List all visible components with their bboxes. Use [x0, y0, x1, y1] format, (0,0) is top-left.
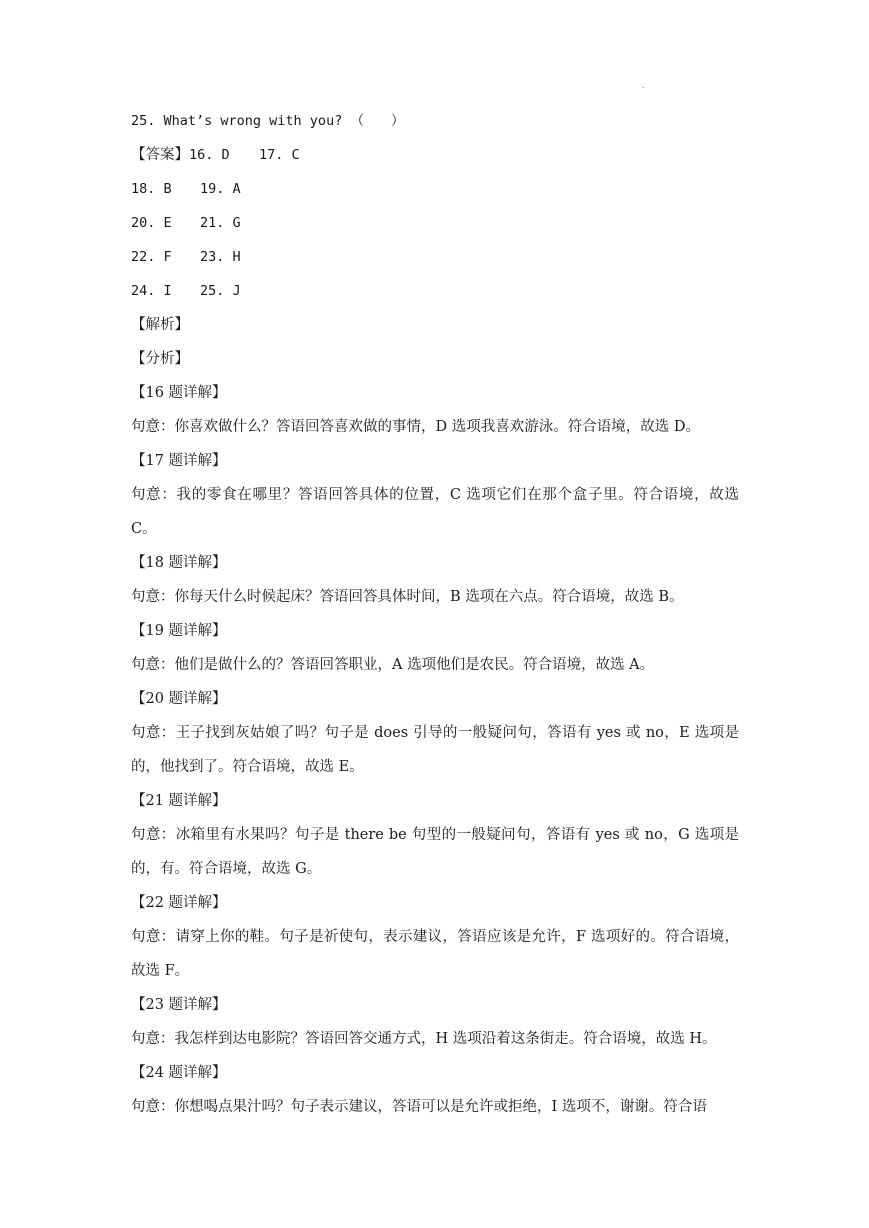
explanation-text: 句意：他们是做什么的？答语回答职业，A 选项他们是农民。符合语境，故选 A。	[131, 657, 655, 673]
header-dot: .	[642, 80, 645, 90]
explanation-heading: 【20 题详解】	[131, 691, 227, 707]
explanation-heading: 【18 题详解】	[131, 555, 227, 571]
answer-item: 25. J	[200, 283, 241, 299]
answer-item: 18. B	[131, 181, 172, 197]
answer-row	[131, 206, 739, 240]
explanation-heading: 【23 题详解】	[131, 997, 227, 1013]
answer-row	[131, 240, 739, 274]
explanation-heading: 【17 题详解】	[131, 453, 227, 469]
analysis-heading: 【解析】	[131, 317, 189, 333]
explanation-heading: 【22 题详解】	[131, 895, 227, 911]
answer-item: 22. F	[131, 249, 172, 265]
answer-item: 23. H	[200, 249, 241, 265]
content	[131, 104, 739, 1124]
explanation-heading: 【19 题详解】	[131, 623, 227, 639]
explanation-text: 句意：王子找到灰姑娘了吗？句子是 does 引导的一般疑问句，答语有 yes 或 no，E 选项是的，他找到了。符合语境，故选 E。	[131, 725, 739, 775]
explanation-heading: 【21 题详解】	[131, 793, 227, 809]
explanation-text: 句意：你想喝点果汁吗？句子表示建议，答语可以是允许或拒绝，I 选项不，谢谢。符合语	[131, 1099, 707, 1115]
answer-item: 20. E	[131, 215, 172, 231]
answer-row	[131, 138, 739, 172]
answer-row	[131, 172, 739, 206]
explanation-text: 句意：冰箱里有水果吗？句子是 there be 句型的一般疑问句，答语有 yes 或 no，G 选项是的，有。符合语境，故选 G。	[131, 827, 739, 877]
fenxi-heading: 【分析】	[131, 351, 189, 367]
question-25: 25. What’s wrong with you? （ ）	[131, 113, 405, 129]
explanation-heading: 【24 题详解】	[131, 1065, 227, 1081]
answer-row	[131, 274, 739, 308]
explanation-text: 句意：我的零食在哪里？答语回答具体的位置，C 选项它们在那个盒子里。符合语境，故选 C。	[131, 487, 739, 537]
answer-item: 19. A	[200, 181, 241, 197]
explanation-text: 句意：你每天什么时候起床？答语回答具体时间，B 选项在六点。符合语境，故选 B。	[131, 589, 684, 605]
explanation-text: 句意：请穿上你的鞋。句子是祈使句，表示建议，答语应该是允许，F 选项好的。符合语境，故选 F。	[131, 929, 739, 979]
explanation-text: 句意：你喜欢做什么？答语回答喜欢做的事情，D 选项我喜欢游泳。符合语境，故选 D。	[131, 419, 700, 435]
answer-item: 17. C	[259, 147, 300, 163]
explanation-heading: 【16 题详解】	[131, 385, 227, 401]
answer-label: 【答案】	[131, 147, 189, 163]
answer-item: 16. D	[189, 147, 230, 163]
answer-item: 24. I	[131, 283, 172, 299]
answer-item: 21. G	[200, 215, 241, 231]
explanation-text: 句意：我怎样到达电影院？答语回答交通方式，H 选项沿着这条街走。符合语境，故选 H。	[131, 1031, 717, 1047]
